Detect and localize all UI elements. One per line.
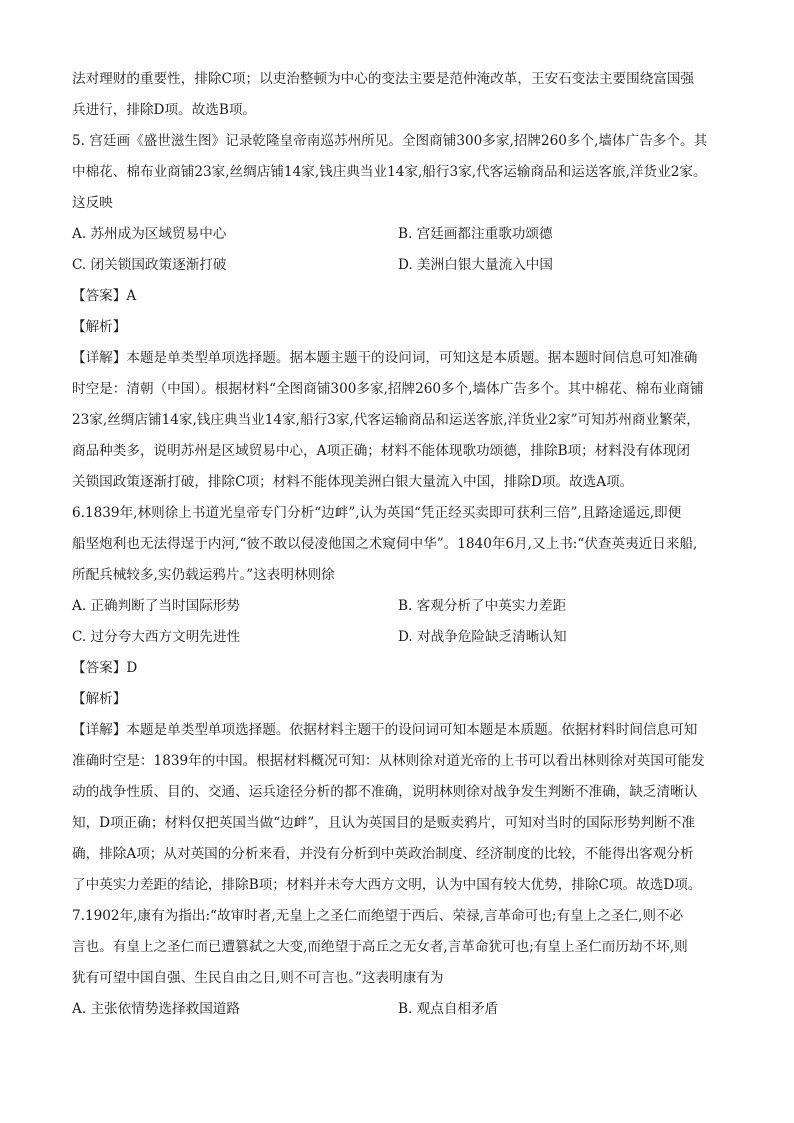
q6-options-row-1 — [72, 591, 732, 622]
question-6 — [72, 498, 732, 901]
q5-detail-line-1: 【详解】本题是单类型单项选择题。据本题主题干的设问词，可知这是本质题。据本题时间信息可知准确 — [72, 350, 698, 366]
q5-options-row-1 — [72, 219, 732, 250]
q6-option-b: B. 客观分析了中英实力差距 — [398, 598, 567, 614]
q6-detail-line-1: 【详解】本题是单类型单项选择题。依据材料主题干的设问词可知本题是本质题。依据材料时间信息可知 — [72, 722, 698, 738]
q6-stem-line-3: 所配兵械较多,实仍载运鸦片。”这表明林则徐 — [72, 567, 335, 583]
q7-option-a: A. 主张依情势选择救国道路 — [72, 1001, 240, 1017]
prev-explanation-line-1: 法对理财的重要性，排除C项；以吏治整顿为中心的变法主要是范仲淹改革，王安石变法主要围绕富国强 — [72, 71, 695, 87]
q7-stem-line-1: 7.1902年,康有为指出:“故审时者,无皇上之圣仁而绝望于西后、荣禄,言革命可也;有皇上之圣仁,则不必 — [72, 908, 684, 924]
q5-option-a: A. 苏州成为区域贸易中心 — [72, 226, 227, 242]
q6-detail-line-2: 准确时空是：1839年的中国。根据材料概况可知：从林则徐对道光帝的上书可以看出林则徐对英国可能发 — [72, 753, 705, 769]
q5-stem-line-1: 5. 宫廷画《盛世滋生图》记录乾隆皇帝南巡苏州所见。全图商铺300多家,招牌260多个,墙体广告多个。其 — [72, 133, 708, 149]
q5-stem-line-2: 中棉花、棉布业商铺23家,丝绸店铺14家,钱庄典当业14家,船行3家,代客运输商品和运送客旅,洋货业2家。 — [72, 164, 707, 180]
q5-answer: 【答案】A — [72, 288, 137, 304]
q6-option-d: D. 对战争危险缺乏清晰认知 — [398, 629, 567, 645]
q6-analysis-label: 【解析】 — [72, 691, 127, 707]
q5-option-b: B. 宫廷画都注重歌功颂德 — [398, 226, 553, 242]
page-content — [72, 64, 732, 1025]
q6-detail-line-5: 确，排除A项；从对英国的分析来看，并没有分析到中英政治制度、经济制度的比较，不能得出客观分析 — [72, 846, 694, 862]
q7-stem-line-3: 犹有可望中国自强、生民自由之日,则不可言也。”这表明康有为 — [72, 970, 444, 986]
q7-stem-line-2: 言也。有皇上之圣仁而已遭篡弑之大变,而绝望于高丘之无女者,言革命犹可也;有皇上圣仁而历劫不坏,则 — [72, 939, 688, 955]
q6-options-row-2 — [72, 622, 732, 653]
q7-option-b: B. 观点自相矛盾 — [398, 1001, 499, 1017]
q6-option-a: A. 正确判断了当时国际形势 — [72, 598, 240, 614]
q5-detail-line-2: 时空是：清朝（中国）。根据材料“全图商铺300多家,招牌260多个,墙体广告多个。其中棉花、棉布业商铺 — [72, 381, 704, 397]
prev-explanation-line-2: 兵进行，排除D项。故选B项。 — [72, 102, 257, 118]
q6-stem-line-1: 6.1839年,林则徐上书道光皇帝专门分析“边衅”,认为英国“凭正经买卖即可获利三倍”,且路途遥远,即便 — [72, 505, 682, 521]
q6-stem-line-2: 船坚炮利也无法得逞于内河,“彼不敢以侵凌他国之术窥伺中华”。1840年6月,又上书:“伏查英夷近日来船, — [72, 536, 698, 552]
q5-detail-line-3: 23家,丝绸店铺14家,钱庄典当业14家,船行3家,代客运输商品和运送客旅,洋货业2家”可知苏州商业繁荣， — [72, 412, 700, 428]
q7-options-row-1 — [72, 994, 732, 1025]
q5-option-c: C. 闭关锁国政策逐渐打破 — [72, 257, 227, 273]
question-7 — [72, 901, 732, 1025]
q5-stem-line-3: 这反映 — [72, 195, 113, 211]
q6-answer: 【答案】D — [72, 660, 138, 676]
q6-detail-line-6: 了中英实力差距的结论，排除B项；材料并未夸大西方文明，认为中国有较大优势，排除C项。故选D项。 — [72, 877, 702, 893]
q6-detail-line-3: 动的战争性质、目的、交通、运兵途径分析的都不准确，说明林则徐对战争发生判断不准确，缺乏清晰认 — [72, 784, 698, 800]
q5-detail-line-5: 关锁国政策逐渐打破，排除C项；材料不能体现美洲白银大量流入中国，排除D项。故选A项。 — [72, 474, 634, 490]
q6-detail-line-4: 知，D项正确；材料仅把英国当做“边衅”，且认为英国目的是贩卖鸦片，可知对当时的国际形势判断不准 — [72, 815, 695, 831]
q5-option-d: D. 美洲白银大量流入中国 — [398, 257, 553, 273]
question-5 — [72, 126, 732, 498]
q6-option-c: C. 过分夸大西方文明先进性 — [72, 629, 241, 645]
q5-analysis-label: 【解析】 — [72, 319, 127, 335]
q5-options-row-2 — [72, 250, 732, 281]
q5-detail-line-4: 商品种类多，说明苏州是区域贸易中心，A项正确；材料不能体现歌功颂德，排除B项；材料没有体现闭 — [72, 443, 690, 459]
